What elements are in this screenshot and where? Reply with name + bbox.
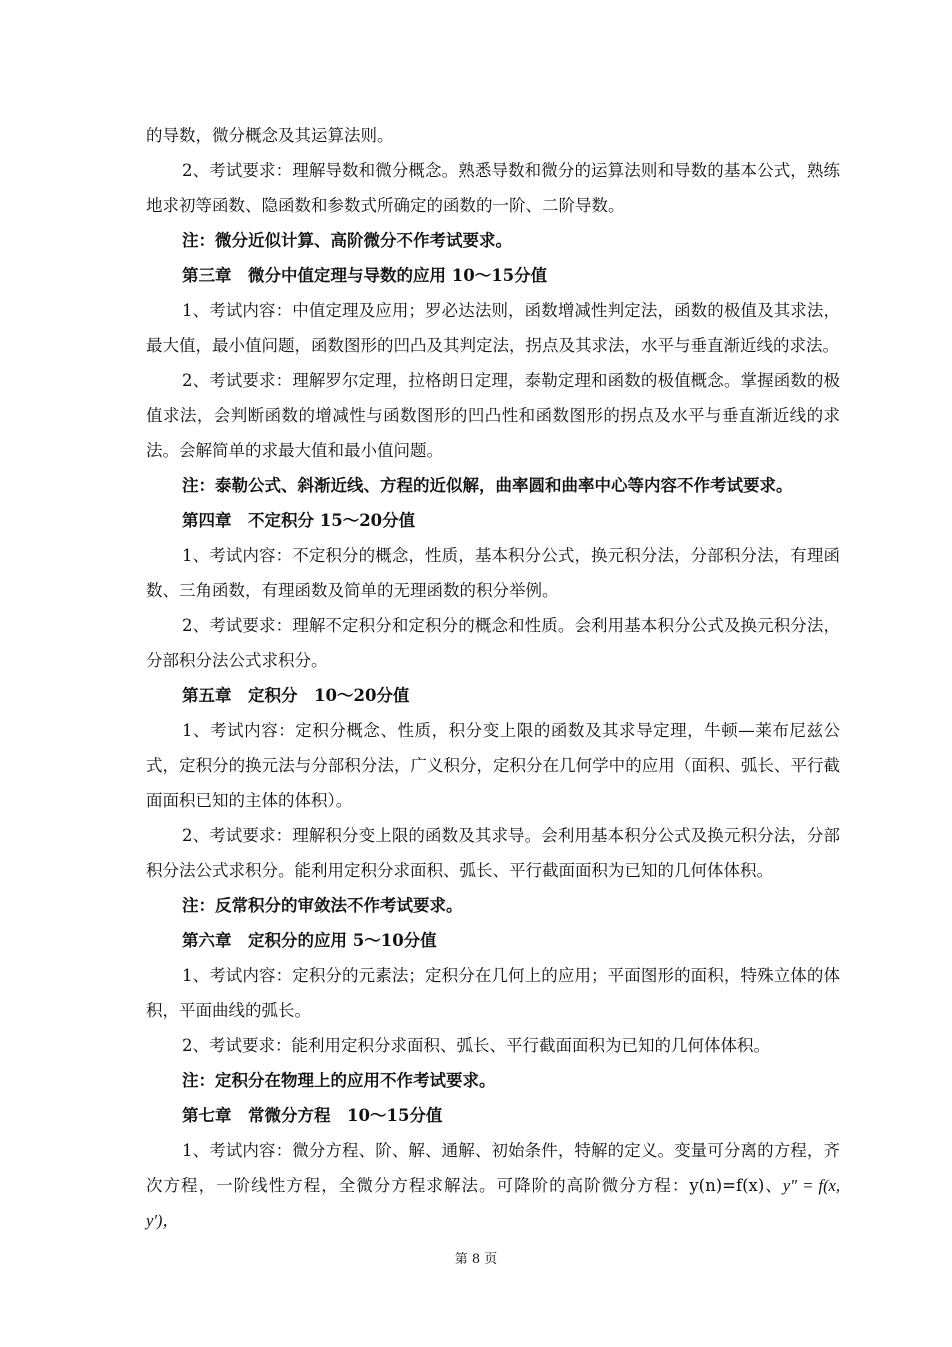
- body-paragraph: 2、考试要求：理解导数和微分概念。熟悉导数和微分的运算法则和导数的基本公式，熟练地求初等函数、隐函数和参数式所确定的函数的一阶、二阶导数。: [146, 161, 840, 215]
- note-line: 注：定积分在物理上的应用不作考试要求。: [182, 1071, 496, 1090]
- document-body: [146, 118, 840, 1238]
- chapter-heading: 第六章 定积分的应用 5～10分值: [182, 931, 437, 950]
- note-line: 注：泰勒公式、斜渐近线、方程的近似解，曲率圆和曲率中心等内容不作考试要求。: [182, 476, 793, 495]
- body-paragraph: 的导数，微分概念及其运算法则。: [146, 126, 394, 145]
- body-paragraph: 1、考试内容：定积分的元素法；定积分在几何上的应用；平面图形的面积，特殊立体的体积，平面曲线的弧长。: [146, 966, 840, 1020]
- body-paragraph: 2、考试要求：理解积分变上限的函数及其求导。会利用基本积分公式及换元积分法，分部积分法公式求积分。能利用定积分求面积、弧长、平行截面面积为已知的几何体体积。: [146, 826, 840, 880]
- body-paragraph: 1、考试内容：不定积分的概念，性质，基本积分公式，换元积分法，分部积分法，有理函数、三角函数，有理函数及简单的无理函数的积分举例。: [146, 546, 840, 600]
- formula: y″ = f(x, y′)，: [146, 1176, 841, 1230]
- chapter-heading: 第五章 定积分 10～20分值: [182, 686, 410, 705]
- body-paragraph: 2、考试要求：理解不定积分和定积分的概念和性质。会利用基本积分公式及换元积分法，分部积分法公式求积分。: [146, 616, 840, 670]
- note-line: 注：反常积分的审敛法不作考试要求。: [182, 896, 463, 915]
- body-paragraph: 2、考试要求：能利用定积分求面积、弧长、平行截面面积为已知的几何体体积。: [182, 1036, 770, 1055]
- chapter-heading: 第四章 不定积分 15～20分值: [182, 511, 416, 530]
- body-paragraph: 1、考试内容：微分方程、阶、解、通解、初始条件，特解的定义。变量可分离的方程，齐次方程，一阶线性方程，全微分方程求解法。可降阶的高阶微分方程：y(n)=f(x)、y″ = f(x, y′)，: [146, 1141, 841, 1230]
- page-footer: 第 8 页: [454, 1252, 498, 1267]
- body-paragraph: 2、考试要求：理解罗尔定理，拉格朗日定理，泰勒定理和函数的极值概念。掌握函数的极值求法，会判断函数的增减性与函数图形的凹凸性和函数图形的拐点及水平与垂直渐近线的求法。会解简单的求最大值和最小值问题。: [146, 371, 840, 460]
- chapter-heading: 第三章 微分中值定理与导数的应用 10～15分值: [182, 266, 548, 285]
- note-line: 注：微分近似计算、高阶微分不作考试要求。: [182, 231, 512, 250]
- chapter-heading: 第七章 常微分方程 10～15分值: [182, 1106, 443, 1125]
- body-paragraph: 1、考试内容：定积分概念、性质，积分变上限的函数及其求导定理，牛顿—莱布尼兹公式，定积分的换元法与分部积分法，广义积分，定积分在几何学中的应用（面积、弧长、平行截面面积已知的主体的体积）。: [146, 721, 840, 810]
- body-paragraph: 1、考试内容：中值定理及应用；罗必达法则，函数增减性判定法，函数的极值及其求法，最大值，最小值问题，函数图形的凹凸及其判定法，拐点及其求法，水平与垂直渐近线的求法。: [146, 301, 840, 355]
